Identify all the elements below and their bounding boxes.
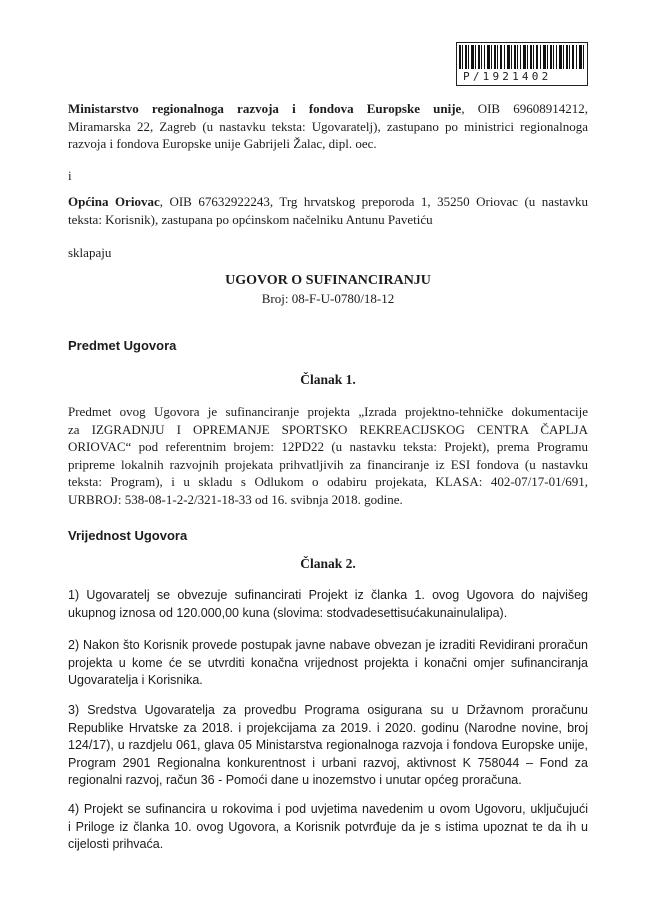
- paragraph-line: Ugovaratelja i Korisnika.: [68, 673, 203, 687]
- party2-line2: teksta: Korisnik), zastupana po općinskom načelniku Antunu Pavetiću: [68, 211, 433, 227]
- party2-name: Općina Oriovac: [68, 194, 160, 209]
- party1-rest: , OIB 69608914212,: [461, 101, 588, 116]
- article-1-text: [68, 403, 588, 508]
- paragraph-line: regionalni razvoj, račun 36 - Pomoći dane u inozemstvo i unutar općeg proračuna.: [68, 773, 522, 787]
- paragraph-line: Republike Hrvatske za 2018. i projekcijama za 2019. i 2020. godinu (Narodne novine, broj: [68, 720, 588, 735]
- paragraph-line: 2) Nakon što Korisnik provede postupak javne nabave obvezan je izraditi Revidirani proračun: [68, 638, 588, 652]
- barcode-bars: [459, 45, 585, 69]
- article-2-paragraph-1: [68, 587, 588, 622]
- conclude-verb: sklapaju: [68, 245, 112, 260]
- document-number: Broj: 08-F-U-0780/18-12: [261, 291, 395, 306]
- barcode-stamp: [456, 42, 588, 86]
- paragraph-line: cijelosti prihvaća.: [68, 837, 164, 851]
- article-1-heading: Članak 1.: [300, 372, 356, 387]
- article-2-paragraph-3: [68, 702, 588, 790]
- article-1-line: Predmet ovog Ugovora je sufinanciranje projekta „Izrada projektno-tehničke dokumentacije: [68, 404, 588, 419]
- article-2-heading: Članak 2.: [300, 556, 356, 571]
- paragraph-line: 4) Projekt se sufinancira u rokovima i pod uvjetima navedenim u ovom Ugovoru, uključujući: [68, 802, 588, 816]
- article-2-paragraph-4: [68, 801, 588, 854]
- section-heading-predmet: Predmet Ugovora: [68, 338, 177, 353]
- paragraph-line: 1) Ugovaratelj se obvezuje sufinancirati Projekt iz članka 1. ovog Ugovora do najvišeg: [68, 588, 588, 602]
- article-1-line: URBROJ: 538-08-1-2-2/321-18-33 od 16. svibnja 2018. godine.: [68, 491, 403, 507]
- article-2-paragraph-2: [68, 637, 588, 690]
- party1-line2: Miramarska 22, Zagreb (u nastavku teksta: Ugovaratelj), zastupano po ministrici regionalnoga: [68, 118, 588, 134]
- conjunction: i: [68, 168, 72, 183]
- paragraph-line: i Priloge iz članka 10. ovog Ugovora, a Korisnik potvrđuje da je s istima upoznat te da ih u: [68, 819, 588, 834]
- document-title: UGOVOR O SUFINANCIRANJU: [225, 273, 431, 288]
- paragraph-line: projekta u kome će se utvrditi konačna vrijednost projekta i konačni omjer sufinanciranja: [68, 655, 588, 670]
- article-1-line: ORIOVAC“ pod referentnim brojem: 12PD22 (u nastavku teksta: Projekt), prema Programu: [68, 439, 588, 454]
- paragraph-line: ukupnog iznosa od 120.000,00 kuna (slovima: stodvadesettisućakunainulalipa).: [68, 605, 508, 620]
- article-1-line: teksta: Program), i u skladu s Odlukom o odabiru projekata, KLASA: 402-07/17-01/691,: [68, 474, 588, 489]
- party-ugovaratelj: [68, 100, 588, 153]
- paragraph-line: 3) Sredstva Ugovaratelja za provedbu Programa osigurana su u Državnom proračunu: [68, 703, 588, 717]
- article-1-line: za IZGRADNJU I OPREMANJE SPORTSKO REKREACIJSKOG CENTRA ČAPLJA: [68, 421, 588, 437]
- section-heading-vrijednost: Vrijednost Ugovora: [68, 528, 188, 543]
- party-korisnik: [68, 193, 588, 228]
- party2-line1: [68, 193, 588, 211]
- party2-rest: , OIB 67632922243, Trg hrvatskog preporoda 1, 35250 Oriovac (u nastavku: [159, 194, 589, 209]
- article-1-line: pripreme lokalnih razvojnih projekata prihvatljivih za financiranje iz ESI fondova (u nastavku: [68, 456, 588, 472]
- party1-name: Ministarstvo regionalnoga razvoja i fondova Europske unije: [68, 101, 462, 116]
- paragraph-line: Program 2901 Regionalna konkurentnost i urbani razvoj, aktivnost K 758044 – Fond za: [68, 755, 588, 770]
- party1-line3: razvoja i fondova Europske unije Gabrijeli Žalac, dipl. oec.: [68, 136, 377, 151]
- paragraph-line: 124/17), u razdjelu 061, glava 05 Ministarstva regionalnoga razvoja i fondova Europske unije,: [68, 738, 588, 752]
- barcode-number: P/1921402: [463, 70, 552, 83]
- party1-line1: [68, 100, 588, 118]
